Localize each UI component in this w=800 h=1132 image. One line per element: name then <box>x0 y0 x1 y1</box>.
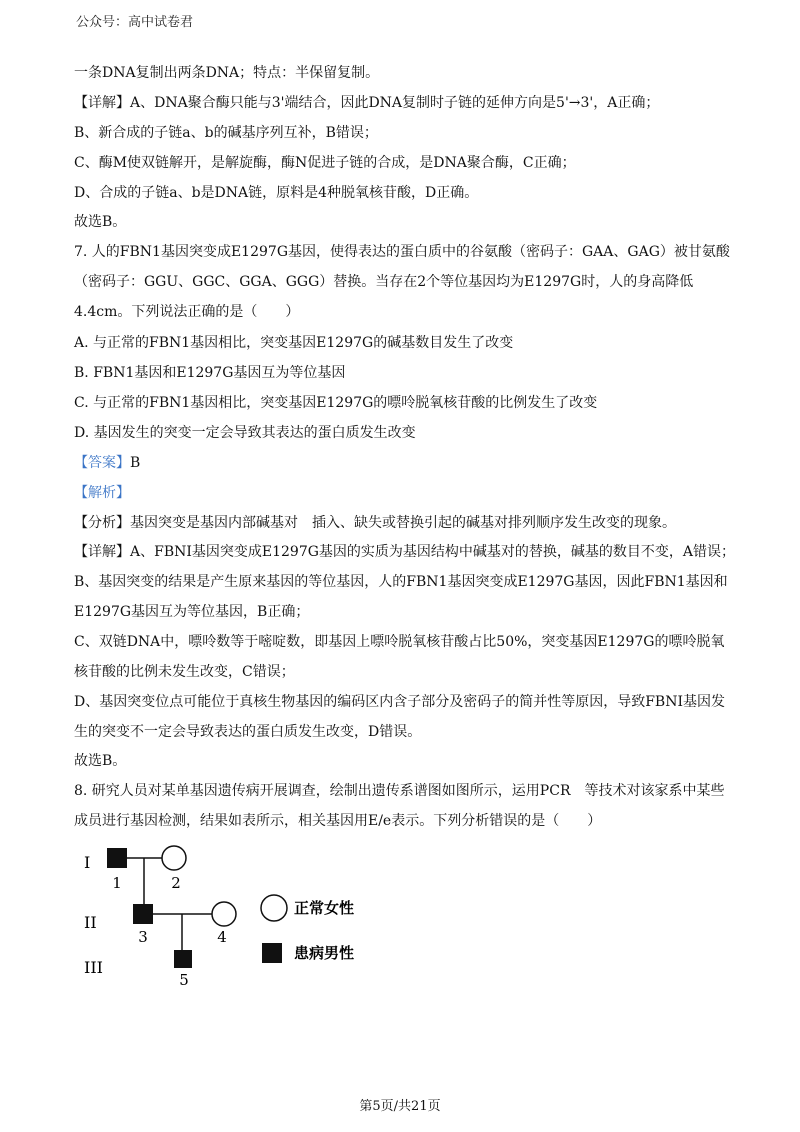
individual-label-3: 3 <box>138 928 148 946</box>
line-text: C、酶M使双链解开，是解旋酶，酶N促进子链的合成，是DNA聚合酶，C正确； <box>74 155 576 171</box>
line-text: 【分析】基因突变是基因内部碱基对 插入、缺失或替换引起的碱基对排列顺序发生改变的现象。 <box>74 515 676 531</box>
text-line <box>74 273 693 291</box>
generation-label-2: II <box>84 913 97 932</box>
line-text: 【解析】 <box>74 485 130 501</box>
text-line <box>74 184 478 202</box>
line-text: 【答案】 <box>74 455 130 471</box>
line-text: C、双链DNA中，嘌呤数等于嘧啶数，即基因上嘌呤脱氧核苷酸占比50%，突变基因E1297G的嘌呤脱氧 <box>74 634 725 650</box>
individual-label-4: 4 <box>217 928 227 946</box>
text-line <box>74 334 513 352</box>
text-line <box>74 663 295 681</box>
text-line <box>74 752 126 770</box>
text-line <box>74 693 725 711</box>
line-text: D、合成的子链a、b是DNA链，原料是4种脱氧核苷酸，D正确。 <box>74 185 479 201</box>
text-line <box>74 633 724 651</box>
text-line <box>74 394 597 412</box>
individual-4-normal-female <box>212 902 236 926</box>
individual-5-affected-male <box>174 950 192 968</box>
individual-label-5: 5 <box>179 971 189 988</box>
line-text: 【详解】A、DNA聚合酶只能与3'端结合，因此DNA复制时子链的延伸方向是5'→3'，A正确； <box>74 95 660 111</box>
text-line <box>74 94 659 112</box>
line-text: 【详解】A、FBNI基因突变成E1297G基因的实质为基因结构中碱基对的替换，碱基的数目不变，A错误； <box>74 544 736 560</box>
individual-label-2: 2 <box>171 874 181 892</box>
text-line <box>74 573 728 591</box>
text-line <box>74 364 345 382</box>
line-text: 8. 研究人员对某单基因遗传病开展调查，绘制出遗传系谱图如图所示，运用PCR 等技术对该家系中某些 <box>74 783 725 799</box>
text-line <box>74 213 126 231</box>
line-text: D、基因突变位点可能位于真核生物基因的编码区内含子部分及密码子的简并性等原因，导致FBNI基因发 <box>74 694 726 710</box>
line-text: 生的突变不一定会导致表达的蛋白质发生改变，D错误。 <box>74 724 422 740</box>
line-text: （密码子：GGU、GGC、GGA、GGG）替换。当存在2个等位基因均为E1297G时，人的身高降低 <box>74 274 694 290</box>
line-text: B、新合成的子链a、b的碱基序列互补，B错误； <box>74 125 378 141</box>
legend-affected-male-symbol <box>262 943 282 963</box>
line-text: 4.4cm。下列说法正确的是（ ） <box>74 304 300 320</box>
text-line <box>74 782 724 800</box>
page-header: 公众号：高中试卷君 <box>76 15 194 30</box>
line-text: B、基因突变的结果是产生原来基因的等位基因，人的FBN1基因突变成E1297G基因，因此FBN1基因和 <box>74 574 728 590</box>
line-text: 故选B。 <box>74 753 127 769</box>
text-line <box>74 603 309 621</box>
line-text: 7. 人的FBN1基因突变成E1297G基因，使得表达的蛋白质中的谷氨酸（密码子：GAA、GAG）被甘氨酸 <box>74 244 730 260</box>
text-line <box>74 454 140 472</box>
individual-1-affected-male <box>107 848 127 868</box>
individual-label-1: 1 <box>112 874 122 892</box>
text-line <box>74 303 299 321</box>
text-line <box>74 64 379 82</box>
legend-normal-female-symbol <box>261 895 287 921</box>
line-text: E1297G基因互为等位基因，B正确； <box>74 604 310 620</box>
pedigree-chart <box>74 838 404 988</box>
line-text: 成员进行基因检测，结果如表所示，相关基因用E/e表示。下列分析错误的是（ ） <box>74 813 602 829</box>
line-text: 核苷酸的比例未发生改变，C错误； <box>74 664 295 680</box>
text-line <box>74 243 730 261</box>
page-footer: 第5页/共21页 <box>359 1099 441 1114</box>
text-line <box>74 543 735 561</box>
line-text: D. 基因发生的突变一定会导致其表达的蛋白质发生改变 <box>74 425 416 441</box>
answer-value: B <box>130 455 141 471</box>
line-text: 一条DNA复制出两条DNA；特点：半保留复制。 <box>74 65 380 81</box>
legend-affected-male-label: 患病男性 <box>294 944 355 962</box>
line-text: 故选B。 <box>74 214 127 230</box>
individual-3-affected-male <box>133 904 153 924</box>
text-line <box>74 723 421 741</box>
individual-2-normal-female <box>162 846 186 870</box>
line-text: B. FBN1基因和E1297G基因互为等位基因 <box>74 365 346 381</box>
generation-label-1: I <box>84 853 91 872</box>
text-line <box>74 812 601 830</box>
text-line <box>74 154 576 172</box>
legend-normal-female-label: 正常女性 <box>294 899 355 917</box>
line-text: A. 与正常的FBN1基因相比，突变基因E1297G的碱基数目发生了改变 <box>74 335 514 351</box>
text-line <box>74 424 416 442</box>
line-text: C. 与正常的FBN1基因相比，突变基因E1297G的嘌呤脱氧核苷酸的比例发生了改变 <box>74 395 598 411</box>
text-line <box>74 514 676 532</box>
text-line <box>74 124 378 142</box>
generation-label-3: III <box>84 958 103 977</box>
text-line <box>74 484 130 502</box>
